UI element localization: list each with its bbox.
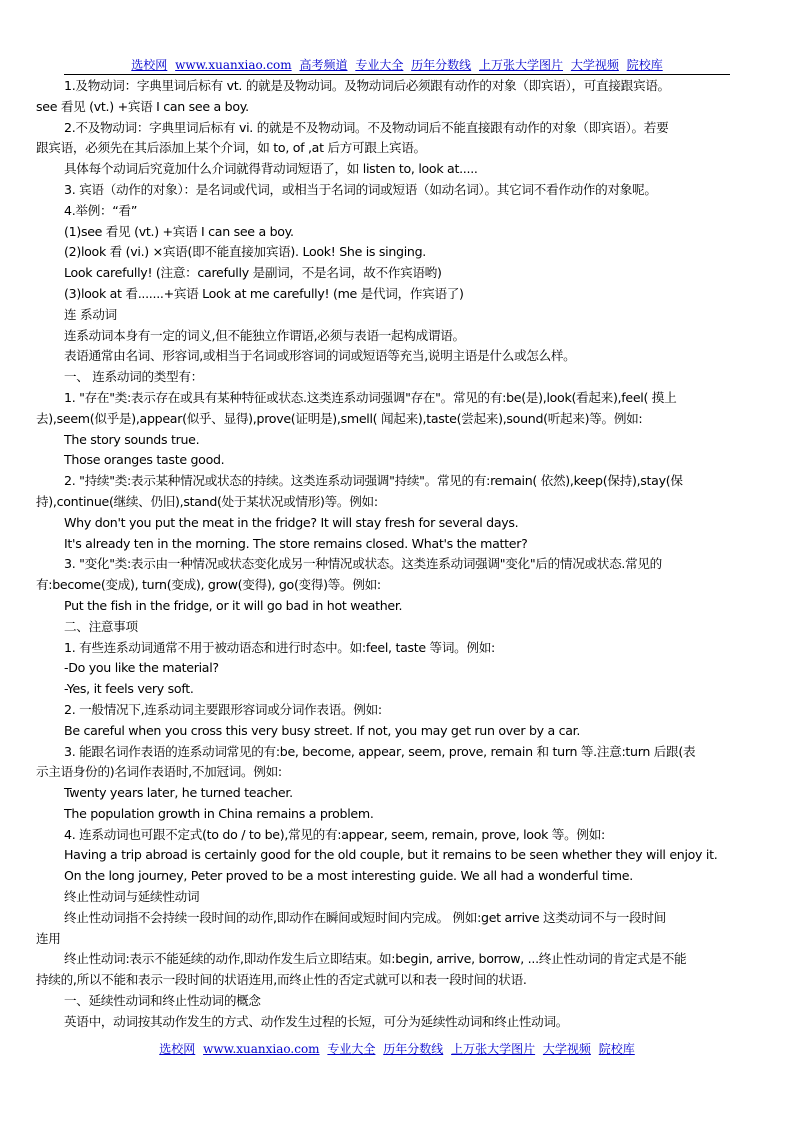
text-line: 二、注意事项 bbox=[64, 618, 138, 634]
document-body bbox=[36, 76, 754, 1033]
text-line: 具体每个动词后究竟加什么介词就得背动词短语了，如 listen to, look at..... bbox=[64, 161, 478, 177]
text-line: Why don't you put the meat in the fridge? It will stay fresh for several days. bbox=[64, 514, 519, 530]
text-line: On the long journey, Peter proved to be a most interesting guide. We all had a wonderful time. bbox=[64, 868, 633, 884]
text-line: 一、延续性动词和终止性动词的概念 bbox=[64, 993, 261, 1009]
text-line: 连用 bbox=[36, 930, 61, 946]
page-footer bbox=[0, 1041, 794, 1057]
header-link-university-videos[interactable]: 大学视频 bbox=[570, 58, 619, 72]
header-divider bbox=[64, 74, 730, 75]
text-line: Look carefully! (注意：carefully 是副词，不是名词，故不作宾语哟) bbox=[64, 265, 442, 281]
text-line: -Yes, it feels very soft. bbox=[64, 681, 194, 697]
text-line: 有:become(变成), turn(变成), grow(变得), go(变得)等。例如: bbox=[36, 577, 381, 593]
text-line: 连 系动词 bbox=[64, 306, 117, 322]
text-line: 1. "存在"类:表示存在或具有某种特征或状态.这类连系动词强调"存在"。常见的有:be(是),look(看起来),feel( 摸上 bbox=[64, 389, 677, 405]
header-link-university-photos[interactable]: 上万张大学图片 bbox=[479, 58, 564, 72]
text-line: (2)look 看 (vi.) ×宾语(即不能直接加宾语). Look! She is singing. bbox=[64, 244, 427, 260]
text-line: 3. 宾语（动作的对象）：是名词或代词，或相当于名词的词或短语（如动名词）。其它词不看作动作的对象呢。 bbox=[64, 181, 657, 197]
text-line: Twenty years later, he turned teacher. bbox=[64, 785, 293, 801]
footer-link-xuanxiao[interactable]: 选校网 bbox=[159, 1042, 196, 1056]
text-line: 终止性动词:表示不能延续的动作,即动作发生后立即结束。如:begin, arrive, borrow, ...终止性动词的肯定式是不能 bbox=[64, 951, 687, 967]
text-line: -Do you like the material? bbox=[64, 660, 219, 676]
header-link-school-database[interactable]: 院校库 bbox=[626, 58, 663, 72]
footer-link-majors[interactable]: 专业大全 bbox=[327, 1042, 376, 1056]
header-link-xuanxiao[interactable]: 选校网 bbox=[131, 58, 168, 72]
text-line: 4. 连系动词也可跟不定式(to do / to be),常见的有:appear, seem, remain, prove, look 等。例如: bbox=[64, 826, 605, 842]
text-line: The story sounds true. bbox=[64, 431, 200, 447]
header-link-gaokao[interactable]: 高考频道 bbox=[299, 58, 348, 72]
text-line: (3)look at 看.......+宾语 Look at me carefully! (me 是代词，作宾语了) bbox=[64, 285, 464, 301]
text-line: 连系动词本身有一定的词义,但不能独立作谓语,必须与表语一起构成谓语。 bbox=[64, 327, 465, 343]
text-line: 3. 能跟名词作表语的连系动词常见的有:be, become, appear, seem, prove, remain 和 turn 等.注意:turn 后跟(表 bbox=[64, 743, 696, 759]
text-line: 终止性动词与延续性动词 bbox=[64, 889, 200, 905]
text-line: see 看见 (vt.) +宾语 I can see a boy. bbox=[36, 98, 249, 114]
text-line: Those oranges taste good. bbox=[64, 452, 225, 468]
text-line: 去),seem(似乎是),appear(似乎、显得),prove(证明是),smell( 闻起来),taste(尝起来),sound(听起来)等。例如: bbox=[36, 410, 643, 426]
text-line: 2. "持续"类:表示某种情况或状态的持续。这类连系动词强调"持续"。常见的有:remain( 依然),keep(保持),stay(保 bbox=[64, 473, 683, 489]
text-line: 持续的,所以不能和表示一段时间的状语连用,而终止性的否定式就可以和表一段时间的状语. bbox=[36, 972, 527, 988]
text-line: 跟宾语，必须先在其后添加上某个介词，如 to, of ,at 后方可跟上宾语。 bbox=[36, 140, 426, 156]
footer-link-site-url[interactable]: www.xuanxiao.com bbox=[203, 1042, 320, 1056]
text-line: It's already ten in the morning. The store remains closed. What's the matter? bbox=[64, 535, 528, 551]
text-line: 4.举例：“看” bbox=[64, 202, 138, 218]
header-link-scores[interactable]: 历年分数线 bbox=[411, 58, 472, 72]
header-link-site-url[interactable]: www.xuanxiao.com bbox=[175, 58, 292, 72]
text-line: 表语通常由名词、形容词,或相当于名词或形容词的词或短语等充当,说明主语是什么或怎么样。 bbox=[64, 348, 576, 364]
text-line: 示主语身份的)名词作表语时,不加冠词。例如: bbox=[36, 764, 282, 780]
text-line: 2. 一般情况下,连系动词主要跟形容词或分词作表语。例如: bbox=[64, 701, 382, 717]
text-line: The population growth in China remains a problem. bbox=[64, 805, 374, 821]
footer-link-university-photos[interactable]: 上万张大学图片 bbox=[451, 1042, 536, 1056]
text-line: (1)see 看见 (vt.) +宾语 I can see a boy. bbox=[64, 223, 294, 239]
text-line: 一、 连系动词的类型有： bbox=[64, 369, 203, 385]
text-line: 终止性动词指不会持续一段时间的动作,即动作在瞬间或短时间内完成。 例如:get arrive 这类动词不与一段时间 bbox=[64, 909, 666, 925]
text-line: 1. 有些连系动词通常不用于被动语态和进行时态中。如:feel, taste 等词。例如: bbox=[64, 639, 495, 655]
text-line: 英语中，动词按其动作发生的方式、动作发生过程的长短，可分为延续性动词和终止性动词。 bbox=[64, 1013, 569, 1029]
text-line: Put the fish in the fridge, or it will go bad in hot weather. bbox=[64, 597, 403, 613]
text-line: Be careful when you cross this very busy street. If not, you may get run over by a car. bbox=[64, 722, 581, 738]
text-line: 2.不及物动词：字典里词后标有 vi. 的就是不及物动词。不及物动词后不能直接跟有动作的对象（即宾语）。若要 bbox=[64, 119, 669, 135]
header-link-majors[interactable]: 专业大全 bbox=[355, 58, 404, 72]
page-header bbox=[0, 57, 794, 73]
text-line: 3. "变化"类:表示由一种情况或状态变化成另一种情况或状态。这类连系动词强调"变化"后的情况或状态.常见的 bbox=[64, 556, 662, 572]
text-line: Having a trip abroad is certainly good for the old couple, but it remains to be seen whether they will enjoy it. bbox=[64, 847, 718, 863]
footer-link-school-database[interactable]: 院校库 bbox=[598, 1042, 635, 1056]
footer-link-university-videos[interactable]: 大学视频 bbox=[542, 1042, 591, 1056]
text-line: 持),continue(继续、仍旧),stand(处于某状况或情形)等。例如: bbox=[36, 493, 378, 509]
footer-link-scores[interactable]: 历年分数线 bbox=[383, 1042, 444, 1056]
text-line: 1.及物动词：字典里词后标有 vt. 的就是及物动词。及物动词后必须跟有动作的对象（即宾语），可直接跟宾语。 bbox=[64, 78, 670, 93]
